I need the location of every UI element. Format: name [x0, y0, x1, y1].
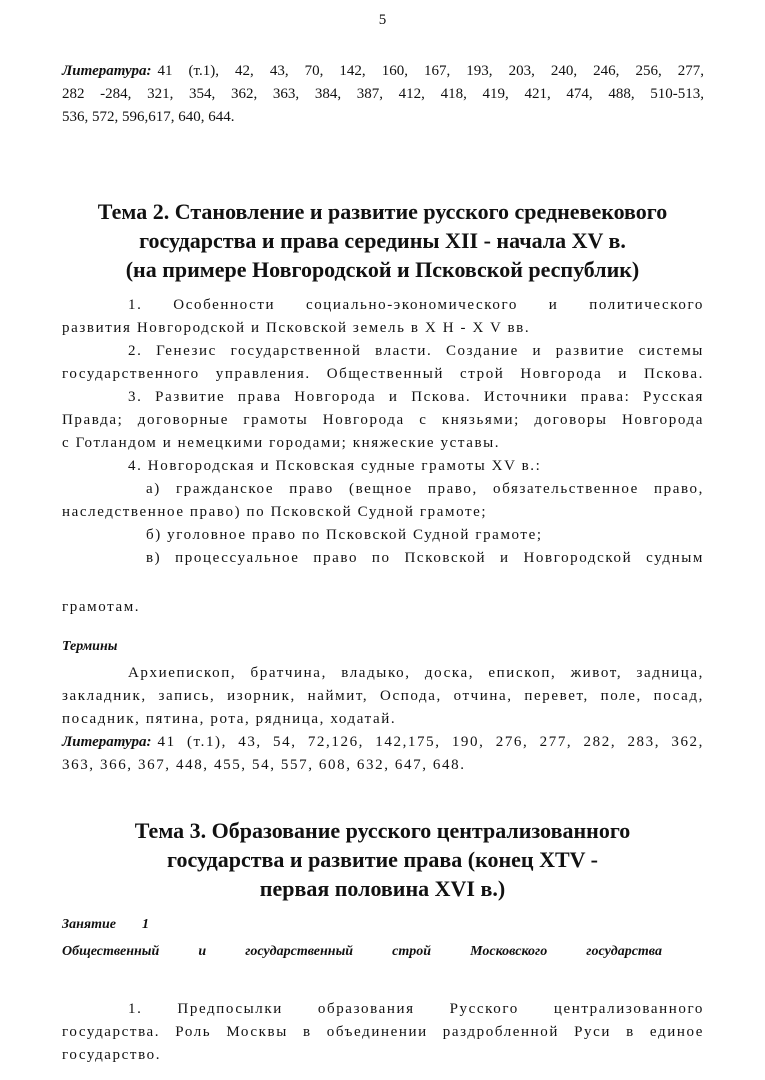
- item-line: 4. Новгородская и Псковская судные грамоты XV в.:: [128, 458, 542, 474]
- item-line: 1. Особенности социально-экономического и политического: [128, 297, 704, 313]
- item-line: наследственное право) по Псковской Судной грамоте;: [62, 504, 488, 520]
- item-line: государства. Роль Москвы в объединении раздробленной Руси в единое: [62, 1024, 704, 1040]
- item-line: Правда; договорные грамоты Новгорода с князьями; договоры Новгорода: [62, 412, 704, 428]
- top-literature: [62, 60, 704, 129]
- item-line: 2. Генезис государственной власти. Создание и развитие системы: [128, 343, 704, 359]
- item-line: государство.: [62, 1047, 162, 1063]
- lesson-heading: Занятие 1: [62, 917, 149, 932]
- terms-line: закладник, запись, изорник, наймит, Оспода, отчина, перевет, поле, посад,: [62, 688, 704, 704]
- item-line: развития Новгородской и Псковской земель в X H - X V вв.: [62, 320, 531, 336]
- item-line: с Готландом и немецкими городами; княжеские уставы.: [62, 435, 501, 451]
- literature-line: Литература: 41 (т.1), 42, 43, 70, 142, 160, 167, 193, 203, 240, 246, 256, 277,: [62, 63, 704, 79]
- literature-line: 536, 572, 596,617, 640, 644.: [62, 109, 235, 125]
- item-line: 3. Развитие права Новгорода и Пскова. Источники права: Русская: [128, 389, 704, 405]
- item-line: б) уголовное право по Псковской Судной грамоте;: [146, 527, 543, 543]
- literature-label: Литература:: [62, 734, 152, 750]
- lesson-topic: Общественный и государственный строй Московского государства: [62, 944, 662, 959]
- item-line: государственного управления. Общественный строй Новгорода и Пскова.: [62, 366, 704, 382]
- item-line: 1. Предпосылки образования Русского централизованного: [128, 1001, 704, 1017]
- literature-line: 363, 366, 367, 448, 455, 54, 557, 608, 632, 647, 648.: [62, 757, 466, 773]
- terms-line: Архиепископ, братчина, владыко, доска, епископ, живот, задница,: [128, 665, 704, 681]
- item-line: грамотам.: [62, 599, 141, 615]
- literature-label: Литература:: [62, 63, 152, 79]
- item-line: в) процессуальное право по Псковской и Новгородской судным: [146, 550, 704, 566]
- theme2-items: [62, 294, 704, 619]
- page-number: 5: [378, 12, 387, 28]
- literature-line: 282 -284, 321, 354, 362, 363, 384, 387, 412, 418, 419, 421, 474, 488, 510-513,: [62, 86, 704, 102]
- theme3-title: Тема 3. Образование русского централизованного государства и развитие права (конец XTV - первая половина XVI в.): [134, 818, 631, 901]
- terms-line: посадник, пятина, рота, рядница, ходатай.: [62, 711, 397, 727]
- item-line: а) гражданское право (вещное право, обязательственное право,: [146, 481, 704, 497]
- literature-line: Литература: 41 (т.1), 43, 54, 72,126, 142,175, 190, 276, 277, 282, 283, 362,: [62, 734, 704, 750]
- lesson-section: [62, 913, 704, 1067]
- terms-heading: Термины: [62, 639, 118, 654]
- theme2-title: Тема 2. Становление и развитие русского средневекового государства и права середины XII - начала XV в. (на примере Новгородской и Псковской республик): [97, 199, 668, 282]
- terms-section: [62, 635, 704, 777]
